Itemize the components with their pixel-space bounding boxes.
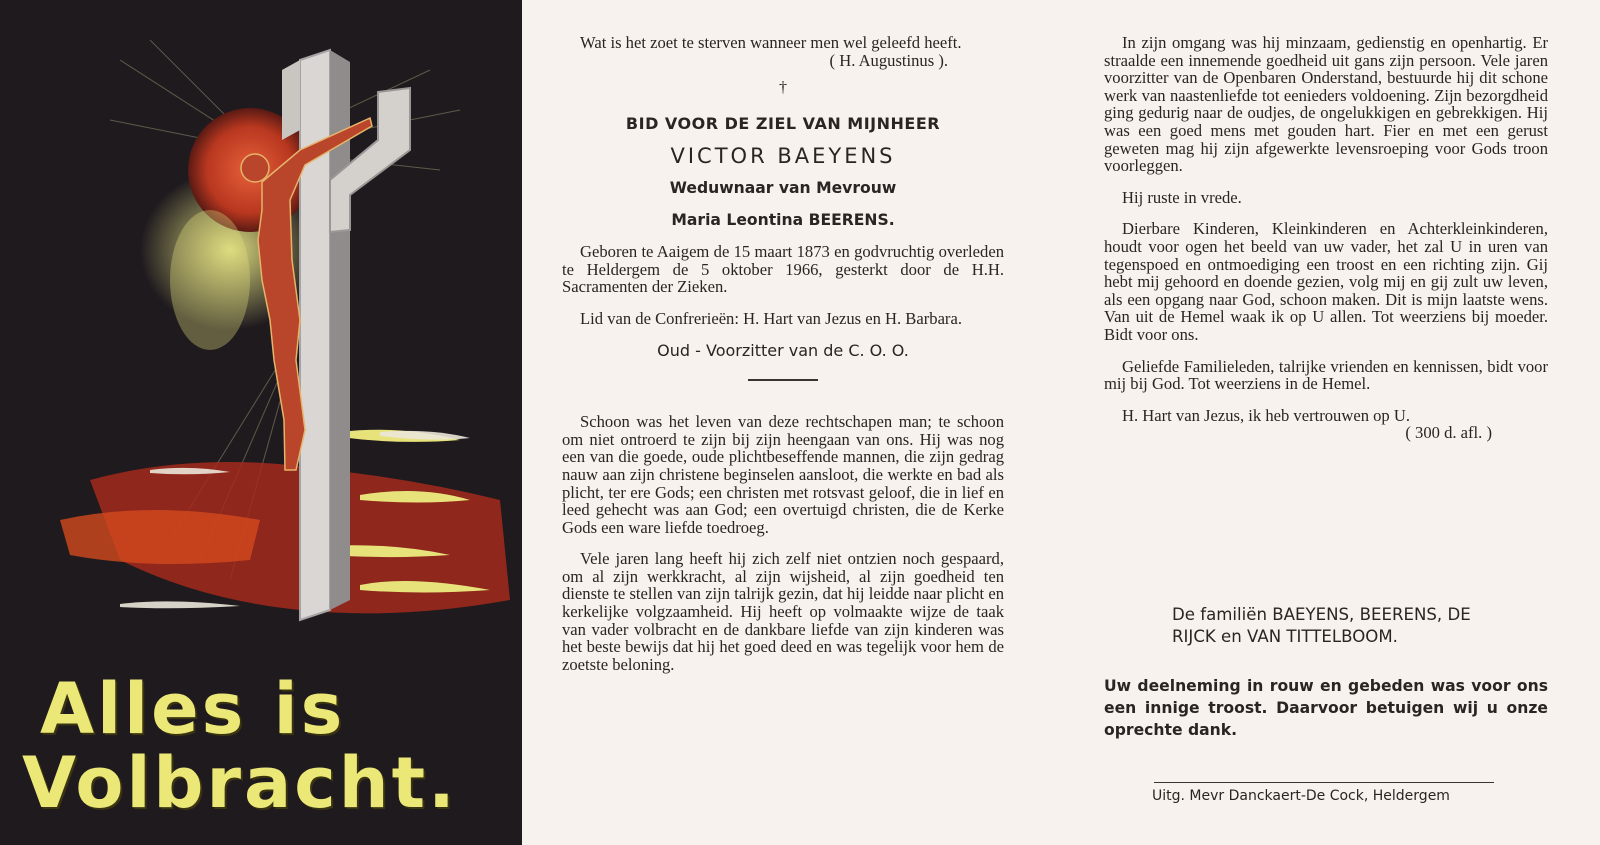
- widower-line: Weduwnaar van Mevrouw: [669, 178, 897, 197]
- indulgence-note: ( 300 d. afl. ): [1405, 423, 1492, 443]
- eulogy-paragraph-3: In zijn omgang was hij minzaam, gedienstig en openhartig. Er straalde een innemende goedheid uit gans zijn persoon. Vele jaren voorzitter van de Openbaren Onderstand, bestuurde hij dit schone werk van naastenliefde tot eenieders voldoening. Zijn bezorgdheid ging gedurig naar de oudjes, de ongelukkigen en gebrekkigen. Hij was een goed mens met gouden hart. Fier en met een gerust geweten mag hij zijn afgewerkte levensroeping voor Gods troon voorleggen.: [1104, 33, 1548, 176]
- confraternity-text: Lid van de Confrerieën: H. Hart van Jezus en H. Barbara.: [580, 308, 962, 328]
- message-to-children: Dierbare Kinderen, Kleinkinderen en Achterkleinkinderen, houdt voor ogen het beeld van uw vader, het zal U in uren van tegenspoed en ontmoediging een troost en een richting zijn. Gij hebt mij gehoord en doende gezien, volg mij en gij zult uw leven, als een opgang naar God, schoon maken. Dit is mijn laatste wens. Van uit de Hemel waak ik op U allen. Tot weerziens bij moeder. Bidt voor ons.: [1104, 219, 1548, 344]
- motto-line-2: Volbracht.: [22, 742, 458, 824]
- crucifixion-artwork: [0, 0, 522, 845]
- spouse-name: Maria Leontina BEERENS.: [671, 210, 895, 229]
- families-line: De familiën BAEYENS, BEERENS, DE RIJCK en VAN TITTELBOOM.: [1172, 605, 1471, 646]
- text-column-right: [1104, 34, 1548, 442]
- eulogy-paragraph-2: Vele jaren lang heeft hij zich zelf niet ontzien noch gespaard, om al zijn werkkracht, al zijn wijsheid, al zijn goedheid ten dienste te stellen van zijn talrijk gezin, dat hij leidde naar plicht en kerkelijke volgzaamheid. Hij heeft op volmaakte wijze de taak van vader volbracht en de dankbare liefde van zijn kinderen was het beste bewijs dat hij het goed deed en was tegelijk voor hem de zoetste beloning.: [562, 549, 1004, 674]
- deceased-name: VICTOR BAEYENS: [670, 144, 896, 169]
- quote-author: ( H. Augustinus ).: [829, 50, 948, 70]
- eulogy-paragraph-1: Schoon was het leven van deze rechtschapen man; te schoon om niet ontroerd te zijn bij zijn heengaan van ons. Hij was nog een van die goede, oude plichtbeseffende mannen, die zijn gedrag nauw aan zijn christene beginselen aansloot, die werkte en bad als plicht, ter ere Gods; een christen met rotsvast geloof, die in lief en leed gehecht was aan God; een overtuigd christen, die de Kerke Gods een ware liefde toedroeg.: [562, 412, 1004, 537]
- birth-death-text: Geboren te Aaigem de 15 maart 1873 en godvruchtig overleden te Heldergem de 5 oktober 1966, gesterkt door de H.H. Sacramenten der Zieken.: [562, 242, 1004, 297]
- publisher-rule: [1154, 782, 1494, 783]
- prayer-heading: BID VOOR DE ZIEL VAN MIJNHEER: [625, 113, 941, 133]
- thanks-text: Uw deelneming in rouw en gebeden was voor ons een innige troost. Daarvoor betuigen wij u onze oprechte dank.: [1104, 677, 1548, 739]
- rest-in-peace: Hij ruste in vrede.: [1122, 187, 1242, 207]
- publisher-credit: Uitg. Mevr Danckaert-De Cock, Heldergem: [1152, 788, 1450, 804]
- cross-mark: †: [779, 79, 787, 97]
- text-column-left: [562, 34, 1004, 687]
- motto-line-1: Alles is: [40, 668, 346, 750]
- former-role: Oud - Voorzitter van de C. O. O.: [657, 340, 909, 360]
- closing-prayer: H. Hart van Jezus, ik heb vertrouwen op U.: [1122, 405, 1411, 425]
- opening-quote: Wat is het zoet te sterven wanneer men wel geleefd heeft.: [580, 33, 962, 52]
- message-to-family: Geliefde Familieleden, talrijke vrienden en kennissen, bidt voor mij bij God. Tot weerziens in de Hemel.: [1104, 356, 1548, 394]
- separator-line: [748, 379, 818, 381]
